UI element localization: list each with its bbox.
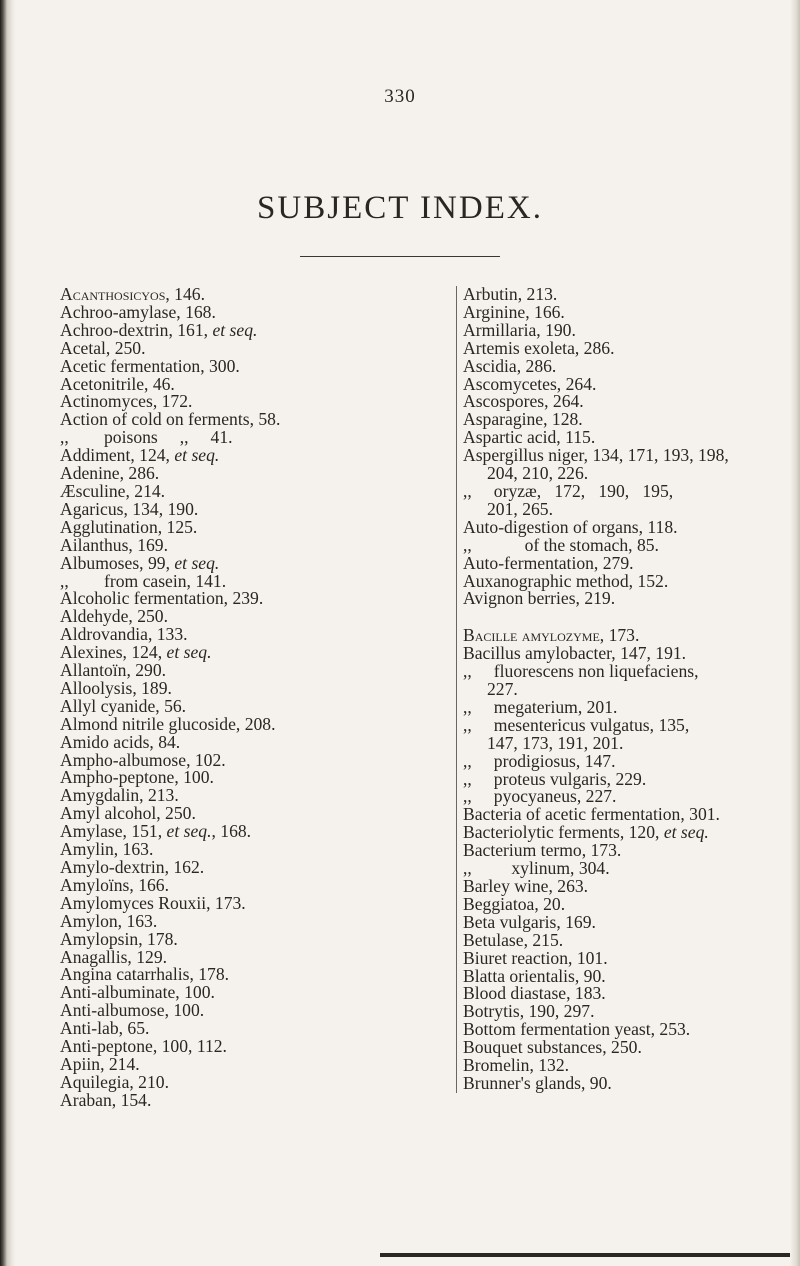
bottom-rule xyxy=(380,1253,790,1257)
index-entry-text: Blood diastase, 183. xyxy=(463,983,606,1004)
index-entry-text: Arginine, 166. xyxy=(463,301,565,322)
index-entry-text: Almond nitrile glucoside, 208. xyxy=(60,713,276,734)
index-entry-text: Amygdalin, 213. xyxy=(60,785,179,806)
index-entry-text: Allantoïn, 290. xyxy=(60,660,167,681)
index-entry-text: Amylin, 163. xyxy=(60,839,154,860)
index-entry-text: ,, mesentericus vulgatus, 135, xyxy=(463,714,690,735)
index-entry-text: ,, fluorescens non liquefaciens, xyxy=(463,661,699,682)
index-entry-italic: et seq. xyxy=(663,822,709,843)
index-entry-text: Auto-fermentation, 279. xyxy=(463,552,634,573)
index-entry-italic: et seq. xyxy=(166,642,212,663)
index-entry-text: Bacille amylozyme, 173. xyxy=(463,625,640,646)
index-entry-text: Ailanthus, 169. xyxy=(60,534,169,555)
index-entry-text: Araban, 154. xyxy=(60,1089,152,1110)
index-entry xyxy=(60,1089,440,1110)
index-entry-text: , 168. xyxy=(211,821,252,842)
index-entry-text: Bacterium termo, 173. xyxy=(463,840,622,861)
index-entry-text: Beta vulgaris, 169. xyxy=(463,911,596,932)
index-entry-text: Amylomyces Rouxii, 173. xyxy=(60,892,246,913)
index-entry-text: ,, proteus vulgaris, 229. xyxy=(463,768,647,789)
index-entry-text: Action of cold on ferments, 58. xyxy=(60,409,281,430)
index-entry-text: Acanthosicyos, 146. xyxy=(60,284,205,304)
index-entry xyxy=(463,590,800,608)
index-entry-text: Ascomycetes, 264. xyxy=(463,373,597,394)
index-entry-text: 227. xyxy=(487,679,518,700)
index-entry-text: 201, 265. xyxy=(487,498,553,519)
index-entry-text: Bromelin, 132. xyxy=(463,1055,570,1076)
index-entry-text: Aldrovandia, 133. xyxy=(60,624,188,645)
index-entry-text: Armillaria, 190. xyxy=(463,319,576,340)
index-entry-text: Amyl alcohol, 250. xyxy=(60,803,196,824)
index-entry-text: ,, prodigiosus, 147. xyxy=(463,750,616,771)
index-entry-text: Avignon berries, 219. xyxy=(463,588,616,609)
index-entry-text: Apiin, 214. xyxy=(60,1053,140,1074)
index-entry-text: Acetonitrile, 46. xyxy=(60,373,175,394)
index-entry-text: Aspergillus niger, 134, 171, 193, 198, xyxy=(463,445,729,466)
index-entry-text: 204, 210, 226. xyxy=(487,463,589,484)
index-entry-text: Aquilegia, 210. xyxy=(60,1071,169,1092)
index-entry-text: Æsculine, 214. xyxy=(60,480,166,501)
index-entry-text: Angina catarrhalis, 178. xyxy=(60,964,230,985)
title-divider xyxy=(300,256,500,257)
index-entry-text: Ampho-peptone, 100. xyxy=(60,767,214,788)
index-entry-text: Alloolysis, 189. xyxy=(60,677,172,698)
index-entry-text: ,, from casein, 141. xyxy=(60,570,227,591)
index-column-right xyxy=(456,286,800,1093)
index-entry-text: Aspartic acid, 115. xyxy=(463,427,596,448)
index-entry-text: Ascidia, 286. xyxy=(463,355,557,376)
index-entry-text: Botrytis, 190, 297. xyxy=(463,1001,595,1022)
index-entry-text: Bacteria of acetic fermentation, 301. xyxy=(463,804,720,825)
index-entry-text: Amylopsin, 178. xyxy=(60,928,178,949)
index-entry-text: Anagallis, 129. xyxy=(60,946,168,967)
index-entry-text: Achroo-amylase, 168. xyxy=(60,301,216,322)
index-entry-text: Anti-albuminate, 100. xyxy=(60,982,215,1003)
index-entry-text: Amido acids, 84. xyxy=(60,731,181,752)
index-entry-text: Bacteriolytic ferments, 120, xyxy=(463,822,664,843)
page-title: SUBJECT INDEX. xyxy=(257,190,543,226)
index-entry-text: Acetal, 250. xyxy=(60,337,146,358)
index-entry-text: Aldehyde, 250. xyxy=(60,606,168,627)
index-entry-text: Anti-peptone, 100, 112. xyxy=(60,1036,227,1057)
index-entry-text: Achroo-dextrin, 161, xyxy=(60,319,213,340)
index-entry-text: 147, 173, 191, 201. xyxy=(487,732,624,753)
index-entry-text: Ampho-albumose, 102. xyxy=(60,749,226,770)
index-entry-text: Biuret reaction, 101. xyxy=(463,947,608,968)
index-entry-text: Brunner's glands, 90. xyxy=(463,1072,612,1093)
index-entry-text: Anti-albumose, 100. xyxy=(60,1000,205,1021)
index-entry-text: Albumoses, 99, xyxy=(60,552,175,573)
index-entry-text: Addiment, 124, xyxy=(60,445,175,466)
index-entry-italic: et seq. xyxy=(166,821,212,842)
index-entry-text: ,, of the stomach, 85. xyxy=(463,534,659,555)
index-entry-text: Anti-lab, 65. xyxy=(60,1018,150,1039)
index-entry-text: ,, megaterium, 201. xyxy=(463,696,618,717)
index-entry-text: Artemis exoleta, 286. xyxy=(463,337,615,358)
index-entry-text: Beggiatoa, 20. xyxy=(463,893,566,914)
index-entry-text: Alcoholic fermentation, 239. xyxy=(60,588,264,609)
index-entry-text: Acetic fermentation, 300. xyxy=(60,355,240,376)
index-entry-italic: et seq. xyxy=(174,445,220,466)
index-entry-text: Agaricus, 134, 190. xyxy=(60,498,199,519)
index-entry-text: Amylo-dextrin, 162. xyxy=(60,857,205,877)
index-entry-text: ,, pyocyaneus, 227. xyxy=(463,786,617,807)
index-entry-text: ,, oryzæ, 172, 190, 195, xyxy=(463,480,674,501)
index-entry-text: Bouquet substances, 250. xyxy=(463,1037,642,1058)
page-number: 330 xyxy=(384,86,416,107)
index-entry-text: Ascospores, 264. xyxy=(463,391,584,412)
index-entry-text: Auxanographic method, 152. xyxy=(463,570,669,591)
index-entry-text: Blatta orientalis, 90. xyxy=(463,965,606,986)
index-entry-text: Bacillus amylobacter, 147, 191. xyxy=(463,643,687,664)
index-entry-italic: et seq. xyxy=(174,552,220,573)
index-entry-text: Auto-digestion of organs, 118. xyxy=(463,516,678,537)
index-entry-text: Amyloïns, 166. xyxy=(60,874,169,895)
index-entry-text: Asparagine, 128. xyxy=(463,409,583,430)
index-column-left xyxy=(60,286,440,1110)
index-entry-text: ,, xylinum, 304. xyxy=(463,858,610,879)
index-entry-text: Barley wine, 263. xyxy=(463,876,589,896)
index-entry-text: Bottom fermentation yeast, 253. xyxy=(463,1019,691,1040)
index-entry-text: Alexines, 124, xyxy=(60,642,167,663)
index-entry xyxy=(463,1072,800,1093)
index-entry-italic: et seq. xyxy=(212,319,258,340)
index-entry-text: Allyl cyanide, 56. xyxy=(60,695,187,716)
index-entry-text: Agglutination, 125. xyxy=(60,516,198,537)
index-entry-text: Betulase, 215. xyxy=(463,929,564,950)
index-entry-text: Adenine, 286. xyxy=(60,463,160,484)
index-entry-text: Arbutin, 213. xyxy=(463,284,558,304)
index-entry-text: Amylon, 163. xyxy=(60,910,158,931)
index-entry-text: Actinomyces, 172. xyxy=(60,391,193,412)
index-entry-text: ,, poisons ,, 41. xyxy=(60,427,233,448)
index-entry-text: Amylase, 151, xyxy=(60,821,167,842)
